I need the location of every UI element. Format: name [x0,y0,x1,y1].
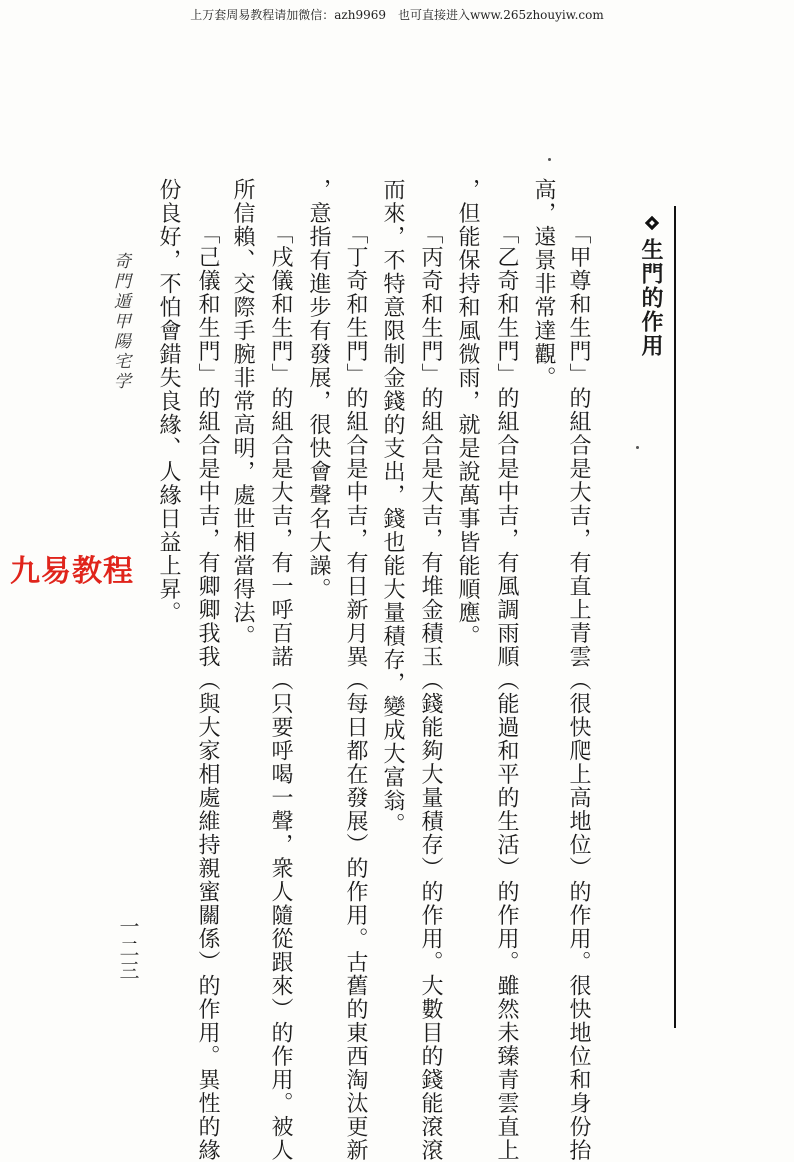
speck-mark [636,446,639,449]
body-column-3: 「乙奇和生門」的組合是中吉，有風調雨順（能過和平的生活）的作用。雖然未臻青雲直上 [494,222,519,1162]
body-column-4: ，但能保持和風微雨，就是說萬事皆能順應。 [455,178,480,648]
body-column-11: 「己儀和生門」的組合是中吉，有卿卿我我（與大家相處維持親蜜關係）的作用。異性的緣 [195,222,220,1162]
watermark-logo: 九易教程 [10,554,134,589]
section-title: 生門的作用 [638,238,664,358]
top-banner: 上万套周易教程请加微信：azh9969 也可直接进入www.265zhouyiw.com [190,8,604,22]
body-column-9: 「戌儀和生門」的組合是大吉，有一呼百諾（只要呼喝一聲，衆人隨從跟來）的作用。被人 [268,222,293,1162]
diamond-bullet-icon [645,216,659,230]
body-column-8: ，意指有進步有發展，很快會聲名大譟。 [306,178,331,601]
body-column-5: 「丙奇和生門」的組合是大吉，有堆金積玉（錢能夠大量積存）的作用。大數目的錢能滾滾 [418,222,443,1162]
body-column-7: 「丁奇和生門」的組合是中吉，有日新月異（每日都在發展）的作用。古舊的東西淘汰更新 [343,222,368,1162]
book-title: 奇門遁甲陽宅学 [110,252,130,392]
body-column-12: 份良好，不怕會錯失良緣、人緣日益上昇。 [156,178,181,625]
body-column-1: 「甲尊和生門」的組合是大吉，有直上青雲（很快爬上高地位）的作用。很快地位和身份抬 [566,222,591,1162]
body-column-10: 所信賴、交際手腕非常高明，處世相當得法。 [230,178,255,648]
speck-mark [548,158,551,161]
body-column-2: 高，遠景非常達觀。 [531,178,556,390]
section-heading [636,216,667,358]
body-column-6: 而來，不特意限制金錢的支出，錢也能大量積存，變成大富翁。 [380,178,405,836]
header-rule [674,206,676,1028]
page-number: 一二三 [116,916,140,982]
